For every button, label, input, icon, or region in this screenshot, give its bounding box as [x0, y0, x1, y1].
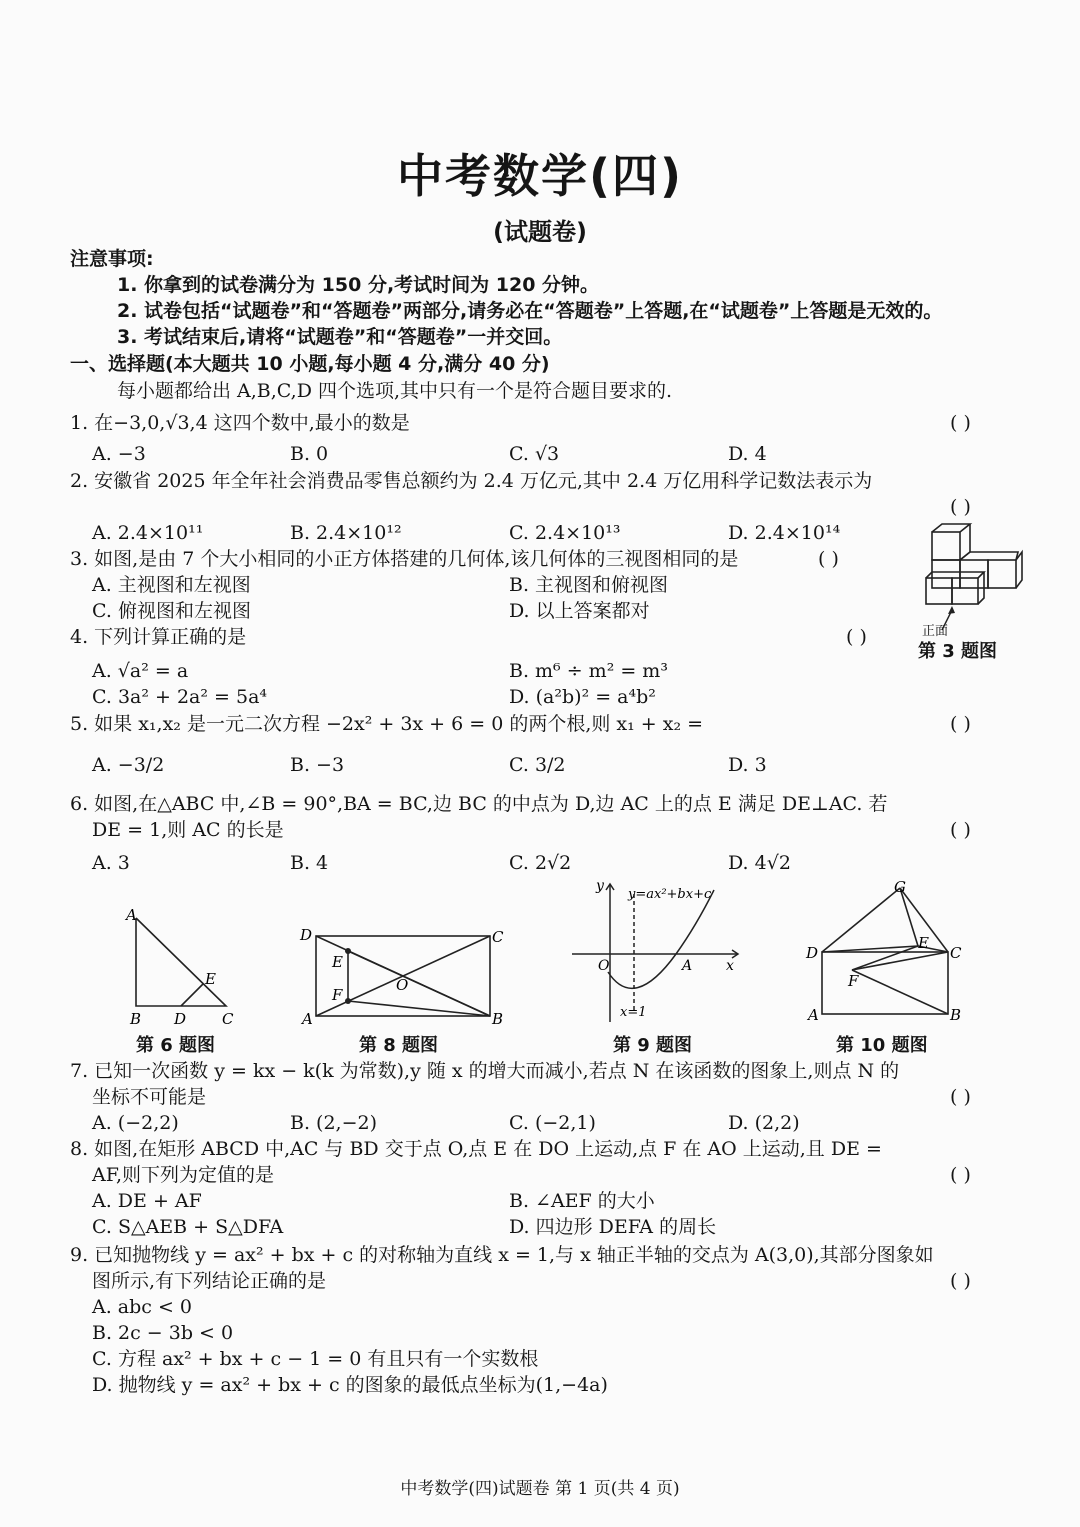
q5-option-c: C. 3/2: [509, 754, 566, 776]
fig10-label-b: B: [950, 1006, 962, 1024]
fig6-triangle: [118, 904, 248, 1028]
q3-front-label: 正面: [922, 624, 949, 639]
fig10-label-d: D: [806, 944, 819, 962]
q1-stem: 1. 在−3,0,√3,4 这四个数中,最小的数是: [70, 412, 410, 434]
q8-option-d: D. 四边形 DEFA 的周长: [509, 1216, 717, 1238]
q1-answer-bracket: ( ): [950, 412, 971, 434]
q7-stem-line2: 坐标不可能是: [92, 1086, 207, 1108]
q2-answer-bracket: ( ): [950, 496, 971, 518]
q8-option-a: A. DE + AF: [92, 1190, 202, 1212]
fig9-label-x: x: [726, 958, 734, 974]
q9-stem-line2: 图所示,有下列结论正确的是: [92, 1270, 327, 1292]
fig8-point-f-icon: [345, 998, 351, 1004]
q8-option-b: B. ∠AEF 的大小: [509, 1190, 655, 1212]
page-subtitle: (试题卷): [493, 218, 587, 246]
fig8-label-o: O: [396, 976, 409, 994]
fig6-label-d: D: [174, 1010, 187, 1028]
q8-stem-line2: AF,则下列为定值的是: [92, 1164, 274, 1186]
fig9-label-equation: y=ax²+bx+c: [628, 887, 712, 902]
fig9-label-axis: x=1: [620, 1005, 647, 1020]
fig10-figure: [800, 876, 970, 1028]
q4-answer-bracket: ( ): [846, 626, 867, 648]
q3-answer-bracket: ( ): [818, 548, 839, 570]
q5-option-b: B. −3: [290, 754, 345, 776]
fig8-label-a: A: [302, 1010, 313, 1028]
cube-stack-drawing: [926, 524, 1022, 604]
q6-option-a: A. 3: [92, 852, 130, 874]
q9-option-b: B. 2c − 3b < 0: [92, 1322, 234, 1344]
q7-answer-bracket: ( ): [950, 1086, 971, 1108]
notice-item-2: 2. 试卷包括“试题卷”和“答题卷”两部分,请务必在“答题卷”上答题,在“试题卷”上答题是无效的。: [117, 300, 943, 322]
q4-option-a: A. √a² = a: [92, 660, 189, 682]
q3-option-b: B. 主视图和俯视图: [509, 574, 669, 596]
q2-option-b: B. 2.4×10¹²: [290, 522, 402, 544]
fig10-label-e: E: [918, 934, 929, 952]
q7-option-a: A. (−2,2): [92, 1112, 179, 1134]
fig9-parabola: [568, 876, 746, 1026]
fig8-label-c: C: [492, 928, 504, 946]
q1-option-c: C. √3: [509, 443, 560, 465]
q4-stem: 4. 下列计算正确的是: [70, 626, 247, 648]
fig6-label-e: E: [205, 970, 216, 988]
q3-figure-caption: 第 3 题图: [918, 641, 998, 662]
fig10-label-f: F: [848, 972, 859, 990]
q2-option-a: A. 2.4×10¹¹: [92, 522, 204, 544]
fig6-label-c: C: [222, 1010, 234, 1028]
fig8-point-e-icon: [345, 948, 351, 954]
notice-heading: 注意事项:: [70, 248, 154, 270]
fig8-label-f: F: [332, 986, 343, 1004]
q2-option-d: D. 2.4×10¹⁴: [728, 522, 841, 544]
fig6-label-b: B: [130, 1010, 142, 1028]
fig10-label-a: A: [808, 1006, 819, 1024]
fig6-label-a: A: [126, 906, 137, 924]
q1-option-d: D. 4: [728, 443, 767, 465]
q4-option-d: D. (a²b)² = a⁴b²: [509, 686, 656, 708]
fig8-label-e: E: [332, 953, 343, 971]
q5-option-d: D. 3: [728, 754, 767, 776]
q3-option-c: C. 俯视图和左视图: [92, 600, 251, 622]
q8-answer-bracket: ( ): [950, 1164, 971, 1186]
fig9-label-o: O: [598, 958, 610, 974]
q1-option-b: B. 0: [290, 443, 329, 465]
q3-stem: 3. 如图,是由 7 个大小相同的小正方体搭建的几何体,该几何体的三视图相同的是: [70, 548, 739, 570]
q8-option-c: C. S△AEB + S△DFA: [92, 1216, 284, 1238]
q7-option-c: C. (−2,1): [509, 1112, 596, 1134]
fig8-label-b: B: [492, 1010, 504, 1028]
fig10-label-g: G: [894, 878, 906, 896]
q3-option-d: D. 以上答案都对: [509, 600, 650, 622]
q4-option-c: C. 3a² + 2a² = 5a⁴: [92, 686, 268, 708]
q2-option-c: C. 2.4×10¹³: [509, 522, 621, 544]
q3-option-a: A. 主视图和左视图: [92, 574, 251, 596]
q7-option-d: D. (2,2): [728, 1112, 800, 1134]
q6-option-d: D. 4√2: [728, 852, 791, 874]
notice-item-3: 3. 考试结束后,请将“试题卷”和“答题卷”一并交回。: [117, 326, 563, 348]
fig10-label-c: C: [950, 944, 962, 962]
q8-stem-line1: 8. 如图,在矩形 ABCD 中,AC 与 BD 交于点 O,点 E 在 DO 上运动,点 F 在 AO 上运动,且 DE =: [70, 1138, 882, 1160]
q7-stem-line1: 7. 已知一次函数 y = kx − k(k 为常数),y 随 x 的增大而减小,若点 N 在该函数的图象上,则点 N 的: [70, 1060, 900, 1082]
q6-answer-bracket: ( ): [950, 819, 971, 841]
fig9-caption: 第 9 题图: [613, 1035, 693, 1056]
fig6-caption: 第 6 题图: [136, 1035, 216, 1056]
q6-stem-line1: 6. 如图,在△ABC 中,∠B = 90°,BA = BC,边 BC 的中点为 D,边 AC 上的点 E 满足 DE⊥AC. 若: [70, 793, 888, 815]
q6-stem-line2: DE = 1,则 AC 的长是: [92, 819, 284, 841]
q6-option-c: C. 2√2: [509, 852, 572, 874]
q1-option-a: A. −3: [92, 443, 146, 465]
q9-option-d: D. 抛物线 y = ax² + bx + c 的图象的最低点坐标为(1,−4a): [92, 1374, 608, 1396]
q9-stem-line1: 9. 已知抛物线 y = ax² + bx + c 的对称轴为直线 x = 1,与 x 轴正半轴的交点为 A(3,0),其部分图象如: [70, 1244, 934, 1266]
section-title: 一、选择题(本大题共 10 小题,每小题 4 分,满分 40 分): [70, 353, 550, 375]
q5-answer-bracket: ( ): [950, 713, 971, 735]
q9-option-c: C. 方程 ax² + bx + c − 1 = 0 有且只有一个实数根: [92, 1348, 539, 1370]
q6-option-b: B. 4: [290, 852, 329, 874]
page-title: 中考数学(四): [396, 149, 684, 203]
fig10-caption: 第 10 题图: [836, 1035, 928, 1056]
fig8-rectangle: [296, 920, 510, 1032]
q7-option-b: B. (2,−2): [290, 1112, 378, 1134]
page-footer: 中考数学(四)试题卷 第 1 页(共 4 页): [400, 1479, 680, 1499]
q9-option-a: A. abc < 0: [92, 1296, 193, 1318]
q4-option-b: B. m⁶ ÷ m² = m³: [509, 660, 668, 682]
section-intro: 每小题都给出 A,B,C,D 四个选项,其中只有一个是符合题目要求的.: [117, 380, 673, 402]
q5-option-a: A. −3/2: [92, 754, 165, 776]
fig8-caption: 第 8 题图: [359, 1035, 439, 1056]
fig8-label-d: D: [300, 926, 313, 944]
q9-answer-bracket: ( ): [950, 1270, 971, 1292]
arrow-head-icon: [948, 606, 955, 614]
q5-stem: 5. 如果 x₁,x₂ 是一元二次方程 −2x² + 3x + 6 = 0 的两个根,则 x₁ + x₂ =: [70, 713, 704, 735]
fig9-label-y: y: [596, 878, 604, 894]
fig9-label-a: A: [682, 958, 693, 974]
q2-stem: 2. 安徽省 2025 年全年社会消费品零售总额约为 2.4 万亿元,其中 2.4 万亿用科学记数法表示为: [70, 470, 873, 492]
notice-item-1: 1. 你拿到的试卷满分为 150 分,考试时间为 120 分钟。: [117, 274, 600, 296]
